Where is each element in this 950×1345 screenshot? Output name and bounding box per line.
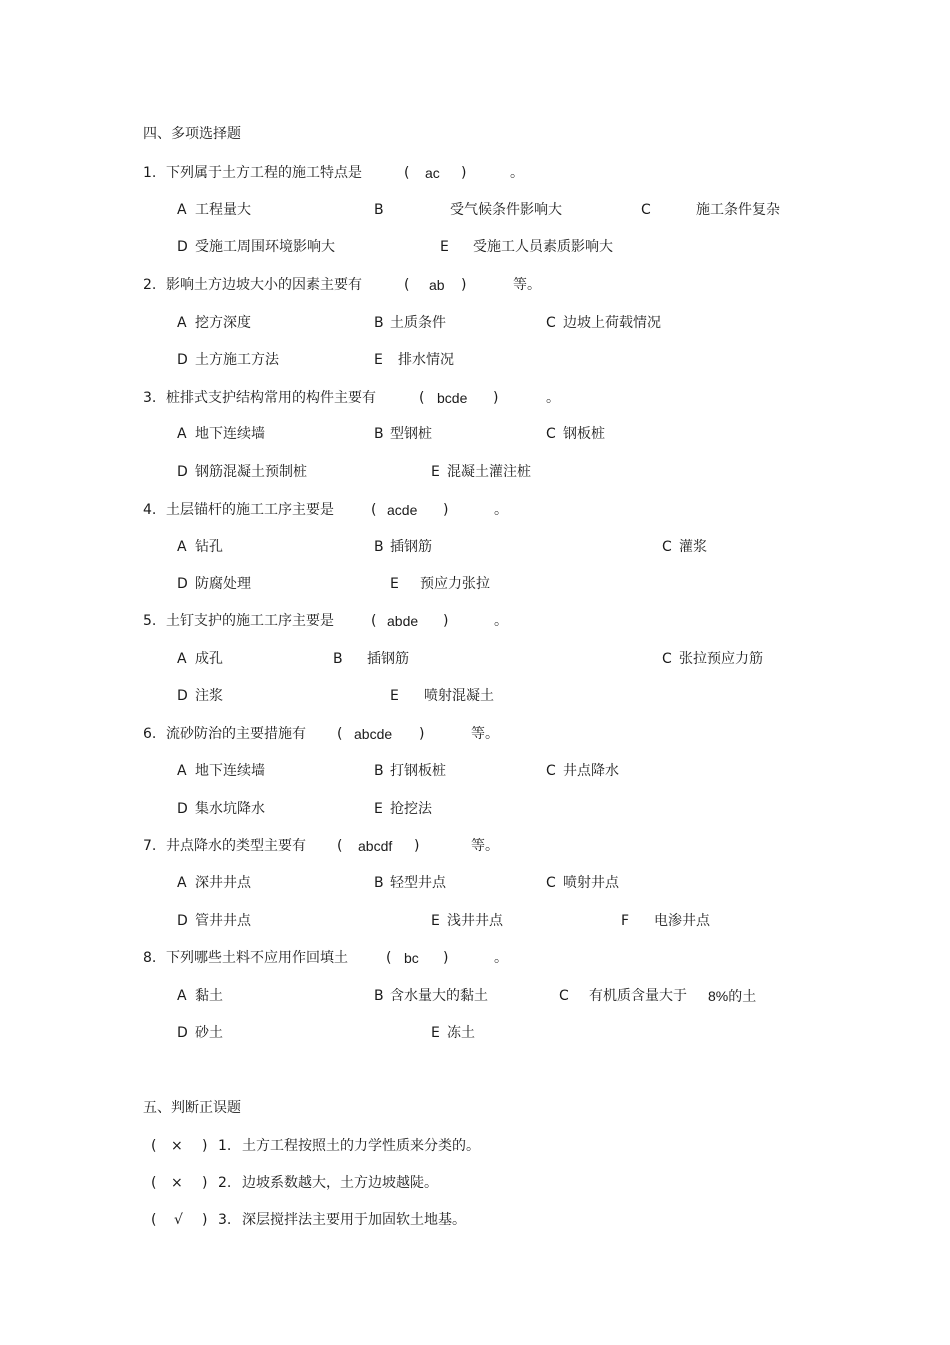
- option-letter: E: [440, 239, 449, 255]
- option-text-continued: 8%的土: [708, 988, 757, 1004]
- answer-open-paren: (: [419, 390, 425, 406]
- section-title: 四、多项选择题: [143, 126, 241, 142]
- option-letter: D: [177, 801, 188, 817]
- answer-close-paren: ): [443, 950, 449, 966]
- question-number: 7.: [143, 838, 157, 854]
- option-text: 井点降水: [563, 763, 619, 779]
- option-text: 钻孔: [195, 539, 223, 555]
- option-letter: B: [374, 202, 384, 218]
- option-text: 防腐处理: [195, 576, 251, 592]
- option-letter: B: [333, 651, 343, 667]
- option-letter: A: [177, 988, 187, 1004]
- judgment-mark: ×: [171, 1138, 183, 1154]
- answer-close-paren: ): [414, 838, 420, 854]
- question-number: 8.: [143, 950, 157, 966]
- option-text: 挖方深度: [195, 315, 251, 331]
- answer-value: ab: [429, 277, 445, 293]
- option-text: 黏土: [195, 988, 223, 1004]
- question-number: 3.: [143, 390, 157, 406]
- question-number: 2.: [143, 277, 157, 293]
- question-tail: 。: [546, 390, 560, 406]
- question-stem: 流砂防治的主要措施有: [166, 726, 306, 742]
- option-letter: B: [374, 315, 384, 331]
- option-text: 钢筋混凝土预制桩: [195, 464, 307, 480]
- option-text: 地下连续墙: [195, 426, 265, 442]
- judgment-open-paren: (: [151, 1175, 157, 1191]
- answer-open-paren: (: [337, 838, 343, 854]
- judgment-mark: ×: [171, 1175, 183, 1191]
- option-letter: C: [546, 875, 556, 891]
- option-text: 土方施工方法: [195, 352, 279, 368]
- question-number: 6.: [143, 726, 157, 742]
- judgment-open-paren: (: [151, 1138, 157, 1154]
- judgment-number: 1.: [218, 1138, 232, 1154]
- section-title: 五、判断正误题: [143, 1100, 241, 1116]
- option-text: 插钢筋: [367, 651, 409, 667]
- answer-open-paren: (: [371, 502, 377, 518]
- option-letter: C: [546, 315, 556, 331]
- answer-open-paren: (: [371, 613, 377, 629]
- question-stem: 土层锚杆的施工工序主要是: [166, 502, 334, 518]
- option-letter: B: [374, 763, 384, 779]
- option-text: 集水坑降水: [195, 801, 265, 817]
- option-letter: C: [662, 539, 672, 555]
- answer-value: abcde: [354, 726, 393, 742]
- option-text: 边坡上荷载情况: [563, 315, 661, 331]
- option-letter: C: [546, 426, 556, 442]
- question-tail: 。: [494, 502, 508, 518]
- option-text: 灌浆: [679, 539, 707, 555]
- option-letter: F: [621, 913, 630, 929]
- question-stem: 下列哪些土料不应用作回填土: [166, 950, 348, 966]
- option-letter: E: [390, 576, 399, 592]
- question-number: 5.: [143, 613, 157, 629]
- answer-value: ac: [425, 165, 440, 181]
- option-text: 成孔: [195, 651, 223, 667]
- option-text: 型钢桩: [390, 426, 432, 442]
- judgment-text: 边坡系数越大，土方边坡越陡。: [242, 1175, 438, 1191]
- option-text: 冻土: [447, 1025, 475, 1041]
- option-letter: C: [546, 763, 556, 779]
- option-letter: B: [374, 988, 384, 1004]
- option-letter: E: [431, 464, 440, 480]
- option-letter: D: [177, 688, 188, 704]
- question-tail: 等。: [513, 277, 541, 293]
- judgment-close-paren: ): [202, 1138, 208, 1154]
- option-text: 含水量大的黏土: [390, 988, 488, 1004]
- judgment-close-paren: ): [202, 1212, 208, 1228]
- option-text: 受施工人员素质影响大: [473, 239, 613, 255]
- option-letter: A: [177, 315, 187, 331]
- option-letter: D: [177, 352, 188, 368]
- option-letter: E: [374, 801, 383, 817]
- option-text: 排水情况: [398, 352, 454, 368]
- question-stem: 井点降水的类型主要有: [166, 838, 306, 854]
- option-text: 喷射混凝土: [424, 688, 494, 704]
- option-text: 喷射井点: [563, 875, 619, 891]
- option-letter: E: [431, 1025, 440, 1041]
- option-letter: A: [177, 875, 187, 891]
- answer-close-paren: ): [443, 613, 449, 629]
- option-text: 砂土: [195, 1025, 223, 1041]
- option-letter: D: [177, 913, 188, 929]
- option-text: 有机质含量大于: [589, 988, 687, 1004]
- option-text: 注浆: [195, 688, 223, 704]
- answer-open-paren: (: [337, 726, 343, 742]
- option-text: 轻型井点: [390, 875, 446, 891]
- option-text: 受施工周围环境影响大: [195, 239, 335, 255]
- judgment-mark: √: [174, 1212, 183, 1228]
- answer-close-paren: ): [419, 726, 425, 742]
- judgment-open-paren: (: [151, 1212, 157, 1228]
- answer-open-paren: (: [386, 950, 392, 966]
- option-letter: E: [431, 913, 440, 929]
- option-text: 电渗井点: [654, 913, 710, 929]
- answer-value: abde: [387, 613, 419, 629]
- option-text: 浅井井点: [447, 913, 503, 929]
- answer-value: bcde: [437, 390, 468, 406]
- question-stem: 下列属于土方工程的施工特点是: [166, 165, 362, 181]
- option-text: 抢挖法: [390, 801, 432, 817]
- answer-value: acde: [387, 502, 418, 518]
- option-text: 深井井点: [195, 875, 251, 891]
- option-letter: B: [374, 875, 384, 891]
- answer-value: bc: [404, 950, 419, 966]
- option-letter: D: [177, 239, 188, 255]
- option-letter: B: [374, 539, 384, 555]
- question-stem: 影响土方边坡大小的因素主要有: [166, 277, 362, 293]
- option-text: 施工条件复杂: [696, 202, 780, 218]
- judgment-number: 3.: [218, 1212, 232, 1228]
- option-text: 地下连续墙: [195, 763, 265, 779]
- option-text: 打钢板桩: [390, 763, 446, 779]
- question-tail: 等。: [471, 838, 499, 854]
- option-letter: C: [641, 202, 651, 218]
- question-stem: 桩排式支护结构常用的构件主要有: [166, 390, 376, 406]
- answer-open-paren: (: [404, 165, 410, 181]
- option-text: 工程量大: [195, 202, 251, 218]
- question-number: 1.: [143, 165, 157, 181]
- option-text: 受气候条件影响大: [450, 202, 562, 218]
- option-letter: D: [177, 576, 188, 592]
- question-tail: 。: [494, 613, 508, 629]
- answer-close-paren: ): [493, 390, 499, 406]
- option-text: 张拉预应力筋: [679, 651, 763, 667]
- question-tail: 。: [494, 950, 508, 966]
- answer-close-paren: ): [461, 277, 467, 293]
- option-letter: C: [559, 988, 569, 1004]
- answer-value: abcdf: [358, 838, 393, 854]
- judgment-number: 2.: [218, 1175, 232, 1191]
- question-tail: 等。: [471, 726, 499, 742]
- option-letter: E: [390, 688, 399, 704]
- question-stem: 土钉支护的施工工序主要是: [166, 613, 334, 629]
- option-letter: A: [177, 202, 187, 218]
- question-number: 4.: [143, 502, 157, 518]
- answer-close-paren: ): [443, 502, 449, 518]
- option-text: 插钢筋: [390, 539, 432, 555]
- judgment-text: 土方工程按照土的力学性质来分类的。: [242, 1138, 480, 1154]
- option-letter: A: [177, 651, 187, 667]
- option-letter: A: [177, 763, 187, 779]
- option-letter: A: [177, 539, 187, 555]
- judgment-text: 深层搅拌法主要用于加固软土地基。: [242, 1212, 466, 1228]
- option-text: 预应力张拉: [420, 576, 490, 592]
- question-tail: 。: [510, 165, 524, 181]
- option-letter: D: [177, 464, 188, 480]
- option-letter: B: [374, 426, 384, 442]
- option-text: 土质条件: [390, 315, 446, 331]
- option-letter: E: [374, 352, 383, 368]
- answer-open-paren: (: [404, 277, 410, 293]
- option-letter: D: [177, 1025, 188, 1041]
- answer-close-paren: ): [461, 165, 467, 181]
- option-text: 管井井点: [195, 913, 251, 929]
- option-text: 混凝土灌注桩: [447, 464, 531, 480]
- option-letter: A: [177, 426, 187, 442]
- judgment-close-paren: ): [202, 1175, 208, 1191]
- option-text: 钢板桩: [563, 426, 605, 442]
- option-letter: C: [662, 651, 672, 667]
